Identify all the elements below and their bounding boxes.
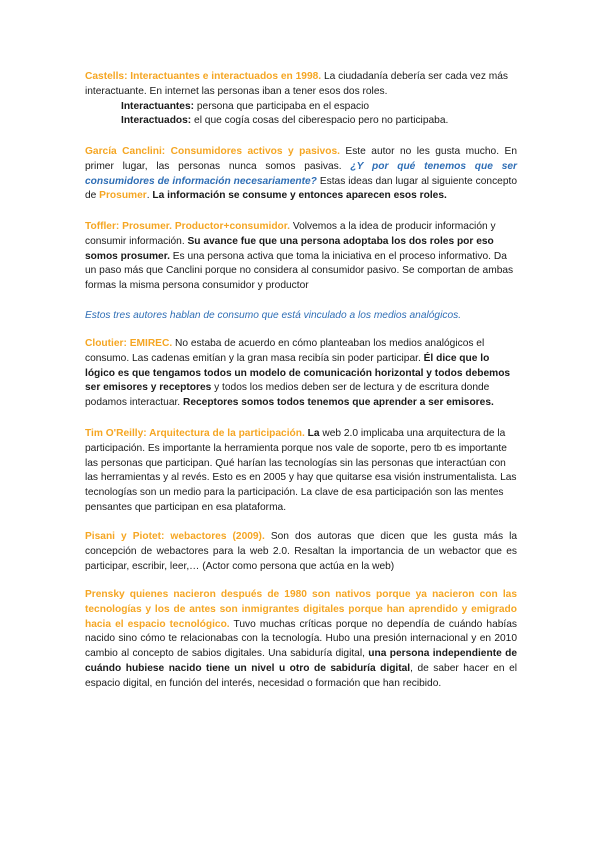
heading-prensky: Prensky quienes nacieron después de 1980 son nativos porque ya nacieron con las tecnologías y los de antes son inmigrantes digitales porque han aprendido y emigrado hacia el espacio tecnológico. — [85, 589, 517, 630]
paragraph-pisani: Pisani y Piotet: webactores (2009). Son dos autoras que dicen que les gusta más la concepción de webactores para la web 2.0. Resaltan la importancia de un webactor que es participar, escribir, leer,… (Actor como persona que actúa en la web) — [85, 531, 517, 572]
heading-cloutier: Cloutier: EMIREC. — [85, 338, 173, 349]
heading-toffler: Toffler: Prosumer. Productor+consumidor. — [85, 221, 291, 232]
question-text: ¿Y por qué tenemos que ser consumidores de información necesariamente? — [85, 160, 517, 187]
term-prosumer: Prosumer — [99, 190, 147, 202]
paragraph-oreilly: Tim O'Reilly: Arquitectura de la participación. La web 2.0 implicaba una arquitectura de la participación. Es importante la herramienta porque nos vale de soporte, pero tb es importante las personas que participan. Qué harían las tecnologías sin las personas que interactúan con las herramientas y al revés. Esto es en 2005 y hay que quitarse esa visión instrumentalista. Las tecnologías son un medio para la participación. La clave de esa participación son las mentes pensantes que participan en esa plataforma. — [85, 428, 517, 513]
paragraph-cloutier: Cloutier: EMIREC. No estaba de acuerdo en cómo planteaban los medios analógicos el consumo. Las cadenas emitían y la gran masa recibía sin poder participar. Él dice que lo lógico es que tengamos todos un modelo de comunicación horizontal y todos debemos ser emisores y receptores y todos los medios deben ser de lectura y de escritura donde podamos interactuar. Receptores somos todos tenemos que aprender a ser emisores. — [85, 338, 511, 409]
heading-canclini: García Canclini: Consumidores activos y pasivos. — [85, 146, 340, 157]
heading-pisani: Pisani y Piotet: webactores (2009). — [85, 531, 265, 542]
body-text: La ciudadanía debería ser cada vez más interactuante. En internet las personas iban a tener esos dos roles. — [85, 71, 508, 97]
heading-oreilly: Tim O'Reilly: Arquitectura de la participación. — [85, 428, 305, 439]
paragraph-canclini: García Canclini: Consumidores activos y pasivos. Este autor no les gusta mucho. En primer lugar, las personas nunca somos pasivas. ¿Y por qué tenemos que ser consumidores de información necesariamente? Estas ideas dan lugar al siguiente concepto de Prosumer. La información se consume y entonces aparecen esos roles. — [85, 146, 517, 202]
paragraph-toffler: Toffler: Prosumer. Productor+consumidor. Volvemos a la idea de producir información y consumir información. Su avance fue que una persona adoptaba los dos roles por eso somos prosumer. Es una persona activa que toma la iniciativa en el proceso informativo. Da un paso más que Canclini porque no considera al consumidor pasivo. Se comportan de ambas formas la misma persona consumidor y productor — [85, 221, 514, 292]
list-item: Interactuados: el que cogía cosas del ciberespacio pero no participaba. — [121, 115, 449, 127]
note-analog-media: Estos tres autores hablan de consumo que está vinculado a los medios analógicos. — [85, 310, 462, 321]
paragraph-castells — [85, 70, 517, 129]
list-item: Interactuantes: persona que participaba en el espacio — [121, 100, 370, 112]
heading-castells: Castells: Interactuantes e interactuados en 1998. — [85, 71, 322, 82]
paragraph-prensky: Prensky quienes nacieron después de 1980 son nativos porque ya nacieron con las tecnologías y los de antes son inmigrantes digitales porque han aprendido y emigrado hacia el espacio tecnológico. Tuvo muchas críticas porque no dependía de cuándo habías nacido sino cómo te relacionabas con la tecnología. Hubo una presión internacional y en 2010 cambio al concepto de sabios digitales. Una sabiduría digital, una persona independiente de cuándo hubiese nacido tiene un nivel u otro de sabiduría digital, de saber hacer en el espacio digital, en función del interés, necesidad o formación que han recibido. — [85, 589, 518, 689]
